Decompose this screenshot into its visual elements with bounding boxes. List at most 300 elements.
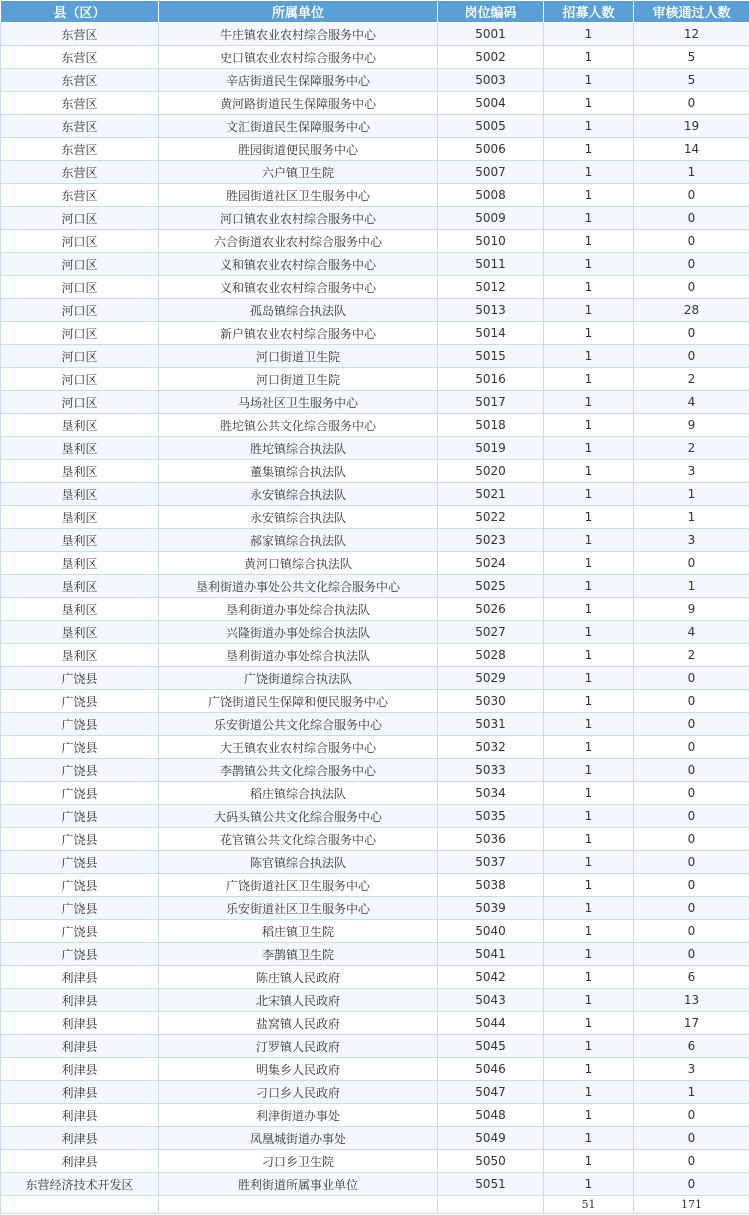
table-row bbox=[1, 1150, 749, 1173]
cell-approved-count: 0 bbox=[634, 1173, 749, 1196]
cell-approved-count: 1 bbox=[634, 506, 749, 529]
table-row bbox=[1, 851, 749, 874]
cell-post-code: 5049 bbox=[438, 1127, 544, 1150]
table-row bbox=[1, 414, 749, 437]
cell-recruit-count: 1 bbox=[544, 966, 634, 989]
table-row bbox=[1, 598, 749, 621]
cell-county: 河口区 bbox=[1, 230, 159, 253]
table-body bbox=[1, 23, 749, 1196]
table-row bbox=[1, 23, 749, 46]
cell-county: 利津县 bbox=[1, 1058, 159, 1081]
cell-post-code: 5023 bbox=[438, 529, 544, 552]
table-row bbox=[1, 621, 749, 644]
total-approved: 171 bbox=[634, 1196, 749, 1214]
header-recruit-count: 招募人数 bbox=[544, 1, 634, 23]
cell-unit: 河口街道卫生院 bbox=[159, 368, 438, 391]
cell-post-code: 5045 bbox=[438, 1035, 544, 1058]
cell-post-code: 5018 bbox=[438, 414, 544, 437]
cell-post-code: 5030 bbox=[438, 690, 544, 713]
cell-recruit-count: 1 bbox=[544, 460, 634, 483]
cell-unit: 义和镇农业农村综合服务中心 bbox=[159, 253, 438, 276]
cell-post-code: 5020 bbox=[438, 460, 544, 483]
cell-approved-count: 0 bbox=[634, 828, 749, 851]
header-post-code: 岗位编码 bbox=[438, 1, 544, 23]
cell-post-code: 5016 bbox=[438, 368, 544, 391]
cell-unit: 广饶街道民生保障和便民服务中心 bbox=[159, 690, 438, 713]
cell-recruit-count: 1 bbox=[544, 828, 634, 851]
cell-recruit-count: 1 bbox=[544, 253, 634, 276]
table-row bbox=[1, 230, 749, 253]
cell-recruit-count: 1 bbox=[544, 759, 634, 782]
table-row bbox=[1, 966, 749, 989]
cell-approved-count: 1 bbox=[634, 161, 749, 184]
cell-approved-count: 0 bbox=[634, 92, 749, 115]
cell-unit: 北宋镇人民政府 bbox=[159, 989, 438, 1012]
cell-recruit-count: 1 bbox=[544, 345, 634, 368]
cell-recruit-count: 1 bbox=[544, 713, 634, 736]
cell-recruit-count: 1 bbox=[544, 322, 634, 345]
cell-post-code: 5029 bbox=[438, 667, 544, 690]
cell-approved-count: 0 bbox=[634, 207, 749, 230]
cell-recruit-count: 1 bbox=[544, 874, 634, 897]
table-row bbox=[1, 92, 749, 115]
cell-recruit-count: 1 bbox=[544, 736, 634, 759]
table-row bbox=[1, 782, 749, 805]
cell-county: 河口区 bbox=[1, 207, 159, 230]
cell-county: 利津县 bbox=[1, 1104, 159, 1127]
cell-unit: 胜利街道所属事业单位 bbox=[159, 1173, 438, 1196]
cell-county: 广饶县 bbox=[1, 805, 159, 828]
cell-county: 河口区 bbox=[1, 322, 159, 345]
cell-county: 东营经济技术开发区 bbox=[1, 1173, 159, 1196]
cell-county: 利津县 bbox=[1, 989, 159, 1012]
cell-recruit-count: 1 bbox=[544, 1081, 634, 1104]
table-row bbox=[1, 138, 749, 161]
cell-unit: 汀罗镇人民政府 bbox=[159, 1035, 438, 1058]
cell-county: 广饶县 bbox=[1, 851, 159, 874]
cell-post-code: 5005 bbox=[438, 115, 544, 138]
cell-unit: 河口街道卫生院 bbox=[159, 345, 438, 368]
cell-recruit-count: 1 bbox=[544, 506, 634, 529]
table-row bbox=[1, 368, 749, 391]
cell-approved-count: 5 bbox=[634, 46, 749, 69]
cell-recruit-count: 1 bbox=[544, 391, 634, 414]
cell-unit: 新户镇农业农村综合服务中心 bbox=[159, 322, 438, 345]
cell-unit: 花官镇公共文化综合服务中心 bbox=[159, 828, 438, 851]
table-row bbox=[1, 69, 749, 92]
cell-county: 广饶县 bbox=[1, 667, 159, 690]
cell-unit: 黄河口镇综合执法队 bbox=[159, 552, 438, 575]
cell-recruit-count: 1 bbox=[544, 92, 634, 115]
cell-post-code: 5044 bbox=[438, 1012, 544, 1035]
table-row bbox=[1, 874, 749, 897]
cell-county: 垦利区 bbox=[1, 529, 159, 552]
cell-recruit-count: 1 bbox=[544, 644, 634, 667]
cell-approved-count: 1 bbox=[634, 483, 749, 506]
cell-approved-count: 0 bbox=[634, 874, 749, 897]
cell-unit: 刁口乡卫生院 bbox=[159, 1150, 438, 1173]
cell-approved-count: 19 bbox=[634, 115, 749, 138]
cell-county: 广饶县 bbox=[1, 920, 159, 943]
header-row bbox=[1, 1, 749, 23]
cell-approved-count: 0 bbox=[634, 920, 749, 943]
cell-unit: 稻庄镇综合执法队 bbox=[159, 782, 438, 805]
cell-unit: 马场社区卫生服务中心 bbox=[159, 391, 438, 414]
table-row bbox=[1, 989, 749, 1012]
cell-unit: 明集乡人民政府 bbox=[159, 1058, 438, 1081]
cell-recruit-count: 1 bbox=[544, 69, 634, 92]
table-row bbox=[1, 1035, 749, 1058]
cell-approved-count: 0 bbox=[634, 1150, 749, 1173]
table-row bbox=[1, 299, 749, 322]
cell-recruit-count: 1 bbox=[544, 115, 634, 138]
cell-unit: 董集镇综合执法队 bbox=[159, 460, 438, 483]
table-row bbox=[1, 575, 749, 598]
cell-approved-count: 0 bbox=[634, 759, 749, 782]
cell-approved-count: 0 bbox=[634, 253, 749, 276]
cell-post-code: 5031 bbox=[438, 713, 544, 736]
cell-post-code: 5017 bbox=[438, 391, 544, 414]
cell-unit: 大码头镇公共文化综合服务中心 bbox=[159, 805, 438, 828]
cell-post-code: 5043 bbox=[438, 989, 544, 1012]
cell-recruit-count: 1 bbox=[544, 483, 634, 506]
cell-post-code: 5002 bbox=[438, 46, 544, 69]
cell-recruit-count: 1 bbox=[544, 989, 634, 1012]
cell-recruit-count: 1 bbox=[544, 299, 634, 322]
table-row bbox=[1, 805, 749, 828]
cell-county: 垦利区 bbox=[1, 598, 159, 621]
cell-county: 东营区 bbox=[1, 69, 159, 92]
cell-recruit-count: 1 bbox=[544, 23, 634, 46]
cell-unit: 史口镇农业农村综合服务中心 bbox=[159, 46, 438, 69]
cell-unit: 盐窝镇人民政府 bbox=[159, 1012, 438, 1035]
header-unit: 所属单位 bbox=[159, 1, 438, 23]
cell-post-code: 5009 bbox=[438, 207, 544, 230]
cell-county: 广饶县 bbox=[1, 782, 159, 805]
table-row bbox=[1, 667, 749, 690]
cell-unit: 孤岛镇综合执法队 bbox=[159, 299, 438, 322]
cell-post-code: 5048 bbox=[438, 1104, 544, 1127]
cell-recruit-count: 1 bbox=[544, 805, 634, 828]
cell-post-code: 5022 bbox=[438, 506, 544, 529]
cell-post-code: 5040 bbox=[438, 920, 544, 943]
cell-unit: 永安镇综合执法队 bbox=[159, 483, 438, 506]
cell-county: 广饶县 bbox=[1, 713, 159, 736]
cell-post-code: 5006 bbox=[438, 138, 544, 161]
cell-county: 广饶县 bbox=[1, 943, 159, 966]
cell-post-code: 5033 bbox=[438, 759, 544, 782]
cell-unit: 乐安街道社区卫生服务中心 bbox=[159, 897, 438, 920]
cell-recruit-count: 1 bbox=[544, 1058, 634, 1081]
cell-recruit-count: 1 bbox=[544, 138, 634, 161]
table-row bbox=[1, 506, 749, 529]
cell-recruit-count: 1 bbox=[544, 920, 634, 943]
cell-unit: 牛庄镇农业农村综合服务中心 bbox=[159, 23, 438, 46]
cell-post-code: 5001 bbox=[438, 23, 544, 46]
cell-approved-count: 5 bbox=[634, 69, 749, 92]
cell-recruit-count: 1 bbox=[544, 1150, 634, 1173]
cell-recruit-count: 1 bbox=[544, 529, 634, 552]
table-row bbox=[1, 253, 749, 276]
cell-unit: 义和镇农业农村综合服务中心 bbox=[159, 276, 438, 299]
cell-unit: 垦利街道办事处综合执法队 bbox=[159, 598, 438, 621]
table-row bbox=[1, 713, 749, 736]
cell-post-code: 5032 bbox=[438, 736, 544, 759]
cell-county: 垦利区 bbox=[1, 506, 159, 529]
cell-recruit-count: 1 bbox=[544, 230, 634, 253]
cell-post-code: 5021 bbox=[438, 483, 544, 506]
cell-county: 河口区 bbox=[1, 391, 159, 414]
cell-county: 垦利区 bbox=[1, 644, 159, 667]
cell-approved-count: 0 bbox=[634, 1104, 749, 1127]
cell-county: 利津县 bbox=[1, 1150, 159, 1173]
cell-county: 垦利区 bbox=[1, 621, 159, 644]
cell-recruit-count: 1 bbox=[544, 598, 634, 621]
cell-county: 广饶县 bbox=[1, 874, 159, 897]
cell-post-code: 5037 bbox=[438, 851, 544, 874]
cell-county: 广饶县 bbox=[1, 828, 159, 851]
cell-approved-count: 4 bbox=[634, 391, 749, 414]
cell-county: 东营区 bbox=[1, 46, 159, 69]
cell-post-code: 5026 bbox=[438, 598, 544, 621]
cell-unit: 永安镇综合执法队 bbox=[159, 506, 438, 529]
cell-recruit-count: 1 bbox=[544, 943, 634, 966]
cell-recruit-count: 1 bbox=[544, 161, 634, 184]
table-row bbox=[1, 437, 749, 460]
cell-recruit-count: 1 bbox=[544, 437, 634, 460]
cell-approved-count: 12 bbox=[634, 23, 749, 46]
cell-unit: 凤凰城街道办事处 bbox=[159, 1127, 438, 1150]
cell-post-code: 5038 bbox=[438, 874, 544, 897]
table-row bbox=[1, 1081, 749, 1104]
table-row bbox=[1, 207, 749, 230]
cell-unit: 辛店街道民生保障服务中心 bbox=[159, 69, 438, 92]
cell-post-code: 5003 bbox=[438, 69, 544, 92]
cell-recruit-count: 1 bbox=[544, 46, 634, 69]
cell-post-code: 5008 bbox=[438, 184, 544, 207]
table-row bbox=[1, 184, 749, 207]
cell-approved-count: 0 bbox=[634, 276, 749, 299]
cell-recruit-count: 1 bbox=[544, 690, 634, 713]
cell-county: 垦利区 bbox=[1, 437, 159, 460]
cell-county: 利津县 bbox=[1, 1035, 159, 1058]
cell-unit: 六合街道农业农村综合服务中心 bbox=[159, 230, 438, 253]
cell-unit: 广饶街道综合执法队 bbox=[159, 667, 438, 690]
cell-unit: 兴隆街道办事处综合执法队 bbox=[159, 621, 438, 644]
cell-approved-count: 0 bbox=[634, 713, 749, 736]
cell-unit: 刁口乡人民政府 bbox=[159, 1081, 438, 1104]
header-county: 县（区） bbox=[1, 1, 159, 23]
cell-unit: 六户镇卫生院 bbox=[159, 161, 438, 184]
cell-approved-count: 0 bbox=[634, 552, 749, 575]
totals-county-cell bbox=[1, 1196, 159, 1214]
cell-unit: 稻庄镇卫生院 bbox=[159, 920, 438, 943]
cell-approved-count: 13 bbox=[634, 989, 749, 1012]
cell-approved-count: 0 bbox=[634, 184, 749, 207]
cell-approved-count: 9 bbox=[634, 414, 749, 437]
cell-unit: 文汇街道民生保障服务中心 bbox=[159, 115, 438, 138]
cell-post-code: 5046 bbox=[438, 1058, 544, 1081]
cell-approved-count: 28 bbox=[634, 299, 749, 322]
cell-approved-count: 9 bbox=[634, 598, 749, 621]
cell-unit: 胜坨镇综合执法队 bbox=[159, 437, 438, 460]
cell-county: 河口区 bbox=[1, 299, 159, 322]
cell-unit: 广饶街道社区卫生服务中心 bbox=[159, 874, 438, 897]
cell-approved-count: 3 bbox=[634, 460, 749, 483]
cell-county: 利津县 bbox=[1, 966, 159, 989]
table-row bbox=[1, 115, 749, 138]
cell-approved-count: 0 bbox=[634, 230, 749, 253]
table-row bbox=[1, 46, 749, 69]
cell-recruit-count: 1 bbox=[544, 575, 634, 598]
table-row bbox=[1, 391, 749, 414]
cell-approved-count: 0 bbox=[634, 667, 749, 690]
cell-unit: 李鹊镇卫生院 bbox=[159, 943, 438, 966]
cell-county: 垦利区 bbox=[1, 483, 159, 506]
cell-approved-count: 0 bbox=[634, 322, 749, 345]
table-row bbox=[1, 943, 749, 966]
header-approved-count: 审核通过人数 bbox=[634, 1, 749, 23]
cell-recruit-count: 1 bbox=[544, 1104, 634, 1127]
cell-recruit-count: 1 bbox=[544, 368, 634, 391]
table-row bbox=[1, 529, 749, 552]
cell-recruit-count: 1 bbox=[544, 207, 634, 230]
cell-county: 河口区 bbox=[1, 276, 159, 299]
cell-recruit-count: 1 bbox=[544, 1127, 634, 1150]
cell-approved-count: 2 bbox=[634, 368, 749, 391]
table-row bbox=[1, 345, 749, 368]
cell-unit: 郝家镇综合执法队 bbox=[159, 529, 438, 552]
cell-approved-count: 17 bbox=[634, 1012, 749, 1035]
cell-post-code: 5036 bbox=[438, 828, 544, 851]
cell-recruit-count: 1 bbox=[544, 1173, 634, 1196]
cell-post-code: 5014 bbox=[438, 322, 544, 345]
cell-unit: 陈官镇综合执法队 bbox=[159, 851, 438, 874]
cell-county: 东营区 bbox=[1, 23, 159, 46]
cell-approved-count: 0 bbox=[634, 943, 749, 966]
cell-recruit-count: 1 bbox=[544, 1012, 634, 1035]
cell-approved-count: 2 bbox=[634, 644, 749, 667]
cell-post-code: 5013 bbox=[438, 299, 544, 322]
cell-county: 垦利区 bbox=[1, 460, 159, 483]
cell-unit: 利津街道办事处 bbox=[159, 1104, 438, 1127]
cell-recruit-count: 1 bbox=[544, 276, 634, 299]
table-row bbox=[1, 460, 749, 483]
cell-unit: 胜园街道社区卫生服务中心 bbox=[159, 184, 438, 207]
table-row bbox=[1, 759, 749, 782]
totals-unit-cell bbox=[159, 1196, 438, 1214]
cell-county: 利津县 bbox=[1, 1127, 159, 1150]
cell-approved-count: 3 bbox=[634, 529, 749, 552]
total-recruit: 51 bbox=[544, 1196, 634, 1214]
cell-county: 广饶县 bbox=[1, 736, 159, 759]
cell-approved-count: 1 bbox=[634, 575, 749, 598]
cell-county: 东营区 bbox=[1, 161, 159, 184]
cell-post-code: 5051 bbox=[438, 1173, 544, 1196]
cell-county: 广饶县 bbox=[1, 897, 159, 920]
cell-approved-count: 3 bbox=[634, 1058, 749, 1081]
cell-unit: 大王镇农业农村综合服务中心 bbox=[159, 736, 438, 759]
cell-county: 垦利区 bbox=[1, 414, 159, 437]
cell-county: 河口区 bbox=[1, 253, 159, 276]
cell-post-code: 5041 bbox=[438, 943, 544, 966]
table-row bbox=[1, 1058, 749, 1081]
cell-recruit-count: 1 bbox=[544, 667, 634, 690]
cell-approved-count: 6 bbox=[634, 966, 749, 989]
cell-county: 利津县 bbox=[1, 1012, 159, 1035]
table-row bbox=[1, 1012, 749, 1035]
cell-post-code: 5042 bbox=[438, 966, 544, 989]
totals-post-code-cell bbox=[438, 1196, 544, 1214]
table-row bbox=[1, 322, 749, 345]
cell-post-code: 5039 bbox=[438, 897, 544, 920]
cell-county: 广饶县 bbox=[1, 690, 159, 713]
cell-recruit-count: 1 bbox=[544, 851, 634, 874]
table-row bbox=[1, 552, 749, 575]
cell-unit: 垦利街道办事处公共文化综合服务中心 bbox=[159, 575, 438, 598]
cell-county: 垦利区 bbox=[1, 552, 159, 575]
cell-post-code: 5047 bbox=[438, 1081, 544, 1104]
cell-approved-count: 4 bbox=[634, 621, 749, 644]
table-row bbox=[1, 1127, 749, 1150]
table-row bbox=[1, 644, 749, 667]
cell-unit: 陈庄镇人民政府 bbox=[159, 966, 438, 989]
table-row bbox=[1, 690, 749, 713]
cell-unit: 李鹊镇公共文化综合服务中心 bbox=[159, 759, 438, 782]
cell-post-code: 5015 bbox=[438, 345, 544, 368]
cell-post-code: 5012 bbox=[438, 276, 544, 299]
table-row bbox=[1, 276, 749, 299]
cell-post-code: 5028 bbox=[438, 644, 544, 667]
cell-unit: 胜坨镇公共文化综合服务中心 bbox=[159, 414, 438, 437]
cell-post-code: 5011 bbox=[438, 253, 544, 276]
cell-post-code: 5034 bbox=[438, 782, 544, 805]
table-row bbox=[1, 1173, 749, 1196]
cell-approved-count: 14 bbox=[634, 138, 749, 161]
cell-county: 利津县 bbox=[1, 1081, 159, 1104]
cell-post-code: 5050 bbox=[438, 1150, 544, 1173]
cell-approved-count: 0 bbox=[634, 345, 749, 368]
cell-post-code: 5010 bbox=[438, 230, 544, 253]
cell-recruit-count: 1 bbox=[544, 621, 634, 644]
cell-post-code: 5007 bbox=[438, 161, 544, 184]
cell-unit: 河口镇农业农村综合服务中心 bbox=[159, 207, 438, 230]
cell-post-code: 5027 bbox=[438, 621, 544, 644]
cell-post-code: 5019 bbox=[438, 437, 544, 460]
totals-row bbox=[1, 1196, 749, 1214]
cell-approved-count: 0 bbox=[634, 1127, 749, 1150]
cell-recruit-count: 1 bbox=[544, 552, 634, 575]
cell-unit: 胜园街道便民服务中心 bbox=[159, 138, 438, 161]
cell-approved-count: 6 bbox=[634, 1035, 749, 1058]
cell-approved-count: 0 bbox=[634, 851, 749, 874]
cell-unit: 黄河路街道民生保障服务中心 bbox=[159, 92, 438, 115]
cell-county: 东营区 bbox=[1, 184, 159, 207]
table-row bbox=[1, 828, 749, 851]
cell-post-code: 5004 bbox=[438, 92, 544, 115]
cell-recruit-count: 1 bbox=[544, 782, 634, 805]
table-row bbox=[1, 920, 749, 943]
cell-recruit-count: 1 bbox=[544, 184, 634, 207]
cell-approved-count: 0 bbox=[634, 736, 749, 759]
cell-county: 东营区 bbox=[1, 138, 159, 161]
cell-approved-count: 0 bbox=[634, 782, 749, 805]
cell-post-code: 5024 bbox=[438, 552, 544, 575]
table-row bbox=[1, 1104, 749, 1127]
cell-county: 河口区 bbox=[1, 368, 159, 391]
cell-approved-count: 0 bbox=[634, 897, 749, 920]
cell-post-code: 5025 bbox=[438, 575, 544, 598]
